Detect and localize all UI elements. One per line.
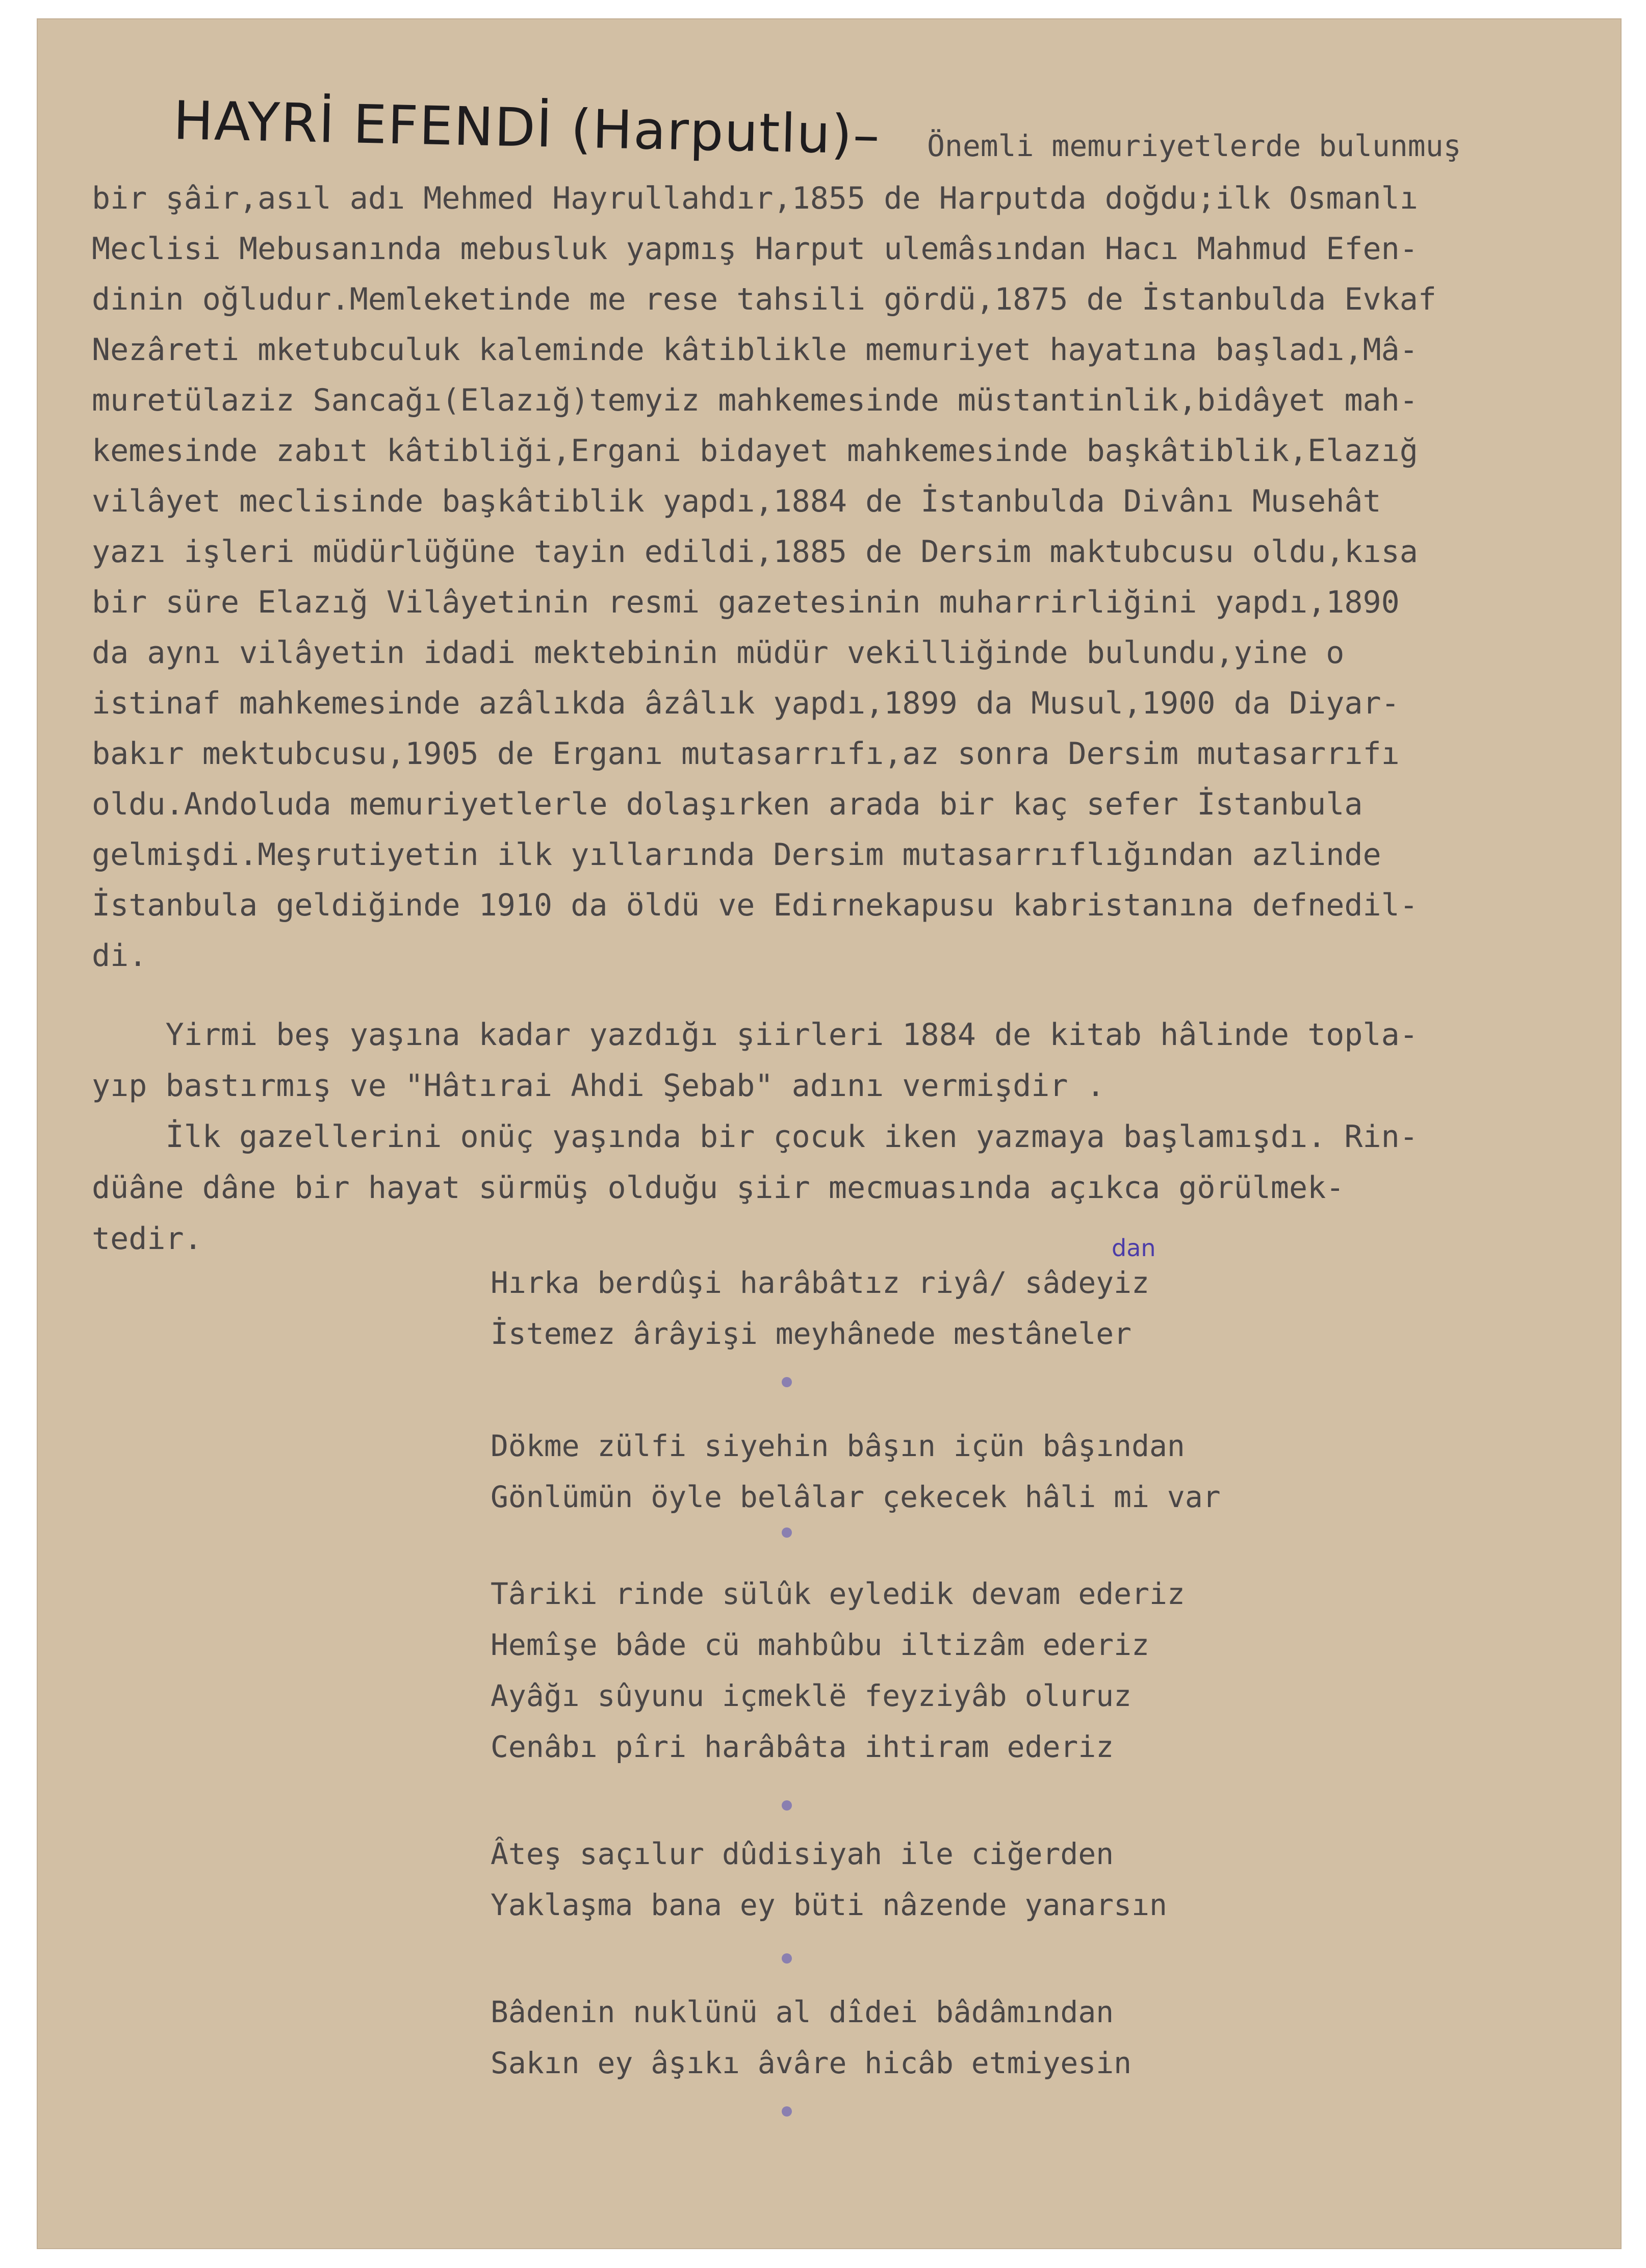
text-line: oldu.Andoluda memuriyetlerle dolaşırken arada bir kaç sefer İstanbula: [92, 786, 1363, 822]
poem-line: Dökme zülfi siyehin bâşın içün bâşından: [491, 1429, 1185, 1463]
text-line: İlk gazellerini onüç yaşında bir çocuk iken yazmaya başlamışdı. Rin-: [92, 1119, 1418, 1155]
text-line: kemesinde zabıt kâtibliği,Ergani bidayet mahkemesinde başkâtiblik,Elazığ: [92, 433, 1418, 469]
handwritten-annotation: dan: [1112, 1234, 1156, 1262]
text-line: yazı işleri müdürlüğüne tayin edildi,1885 de Dersim maktubcusu oldu,kısa: [92, 534, 1418, 570]
text-line: bakır mektubcusu,1905 de Erganı mutasarrıfı,az sonra Dersim mutasarrıfı: [92, 736, 1400, 772]
text-line: bir şâir,asıl adı Mehmed Hayrullahdır,1855 de Harputda doğdu;ilk Osmanlı: [92, 181, 1418, 216]
text-line: yıp bastırmış ve "Hâtırai Ahdi Şebab" adını vermişdir .: [92, 1068, 1105, 1104]
poem-line: Gönlümün öyle belâlar çekecek hâli mi var: [491, 1480, 1221, 1514]
text-line: vilâyet meclisinde başkâtiblik yapdı,1884 de İstanbulda Divânı Musehât: [92, 483, 1381, 519]
separator-dot: [782, 1800, 792, 1811]
poem-line: Âteş saçılur dûdisiyah ile ciğerden: [491, 1837, 1114, 1871]
separator-dot: [782, 1953, 792, 1964]
text-line: istinaf mahkemesinde azâlıkda âzâlık yapdı,1899 da Musul,1900 da Diyar-: [92, 685, 1400, 721]
poem-line: İstemez ârâyişi meyhânede mestâneler: [491, 1316, 1132, 1351]
poem-line: Hırka berdûşi harâbâtız riyâ/ sâdeyiz: [491, 1265, 1150, 1300]
first-line-text: Önemli memuriyetlerde bulunmuş: [927, 129, 1461, 163]
separator-dot: [782, 1527, 792, 1538]
text-line: Meclisi Mebusanında mebusluk yapmış Harput ulemâsından Hacı Mahmud Efen-: [92, 231, 1418, 267]
poem-line: Cenâbı pîri harâbâta ihtiram ederiz: [491, 1729, 1114, 1764]
separator-dot: [782, 2106, 792, 2117]
poem-line: Sakın ey âşıkı âvâre hicâb etmiyesin: [491, 2046, 1132, 2080]
text-line: bir süre Elazığ Vilâyetinin resmi gazetesinin muharrirliğini yapdı,1890: [92, 584, 1400, 620]
text-line: da aynı vilâyetin idadi mektebinin müdür vekilliğinde bulundu,yine o: [92, 635, 1345, 671]
text-line: İstanbula geldiğinde 1910 da öldü ve Edirnekapusu kabristanına defnedil-: [92, 887, 1418, 923]
text-line: di.: [92, 938, 147, 974]
separator-dot: [782, 1377, 792, 1387]
text-line: gelmişdi.Meşrutiyetin ilk yıllarında Dersim mutasarrıflığından azlinde: [92, 837, 1381, 873]
handwritten-heading: HAYRİ EFENDİ (Harputlu)–: [172, 89, 881, 167]
text-line: dinin oğludur.Memleketinde me rese tahsili gördü,1875 de İstanbulda Evkaf: [92, 282, 1436, 317]
poem-line: Bâdenin nuklünü al dîdei bâdâmından: [491, 1995, 1114, 2029]
poem-line: Hemîşe bâde cü mahbûbu iltizâm ederiz: [491, 1627, 1150, 1662]
text-line: Yirmi beş yaşına kadar yazdığı şiirleri 1884 de kitab hâlinde topla-: [92, 1017, 1418, 1053]
poem-line: Ayâğı sûyunu içmeklë feyziyâb oluruz: [491, 1678, 1132, 1713]
poem-line: Yaklaşma bana ey büti nâzende yanarsın: [491, 1888, 1167, 1922]
text-line: Nezâreti mketubculuk kaleminde kâtiblikle memuriyet hayatına başladı,Mâ-: [92, 332, 1418, 368]
poem-line: Târiki rinde sülûk eyledik devam ederiz: [491, 1576, 1185, 1611]
text-line: muretülaziz Sancağı(Elazığ)temyiz mahkemesinde müstantinlik,bidâyet mah-: [92, 383, 1418, 418]
text-line: düâne dâne bir hayat sürmüş olduğu şiir mecmuasında açıkca görülmek-: [92, 1170, 1345, 1206]
text-line: tedir.: [92, 1221, 202, 1257]
